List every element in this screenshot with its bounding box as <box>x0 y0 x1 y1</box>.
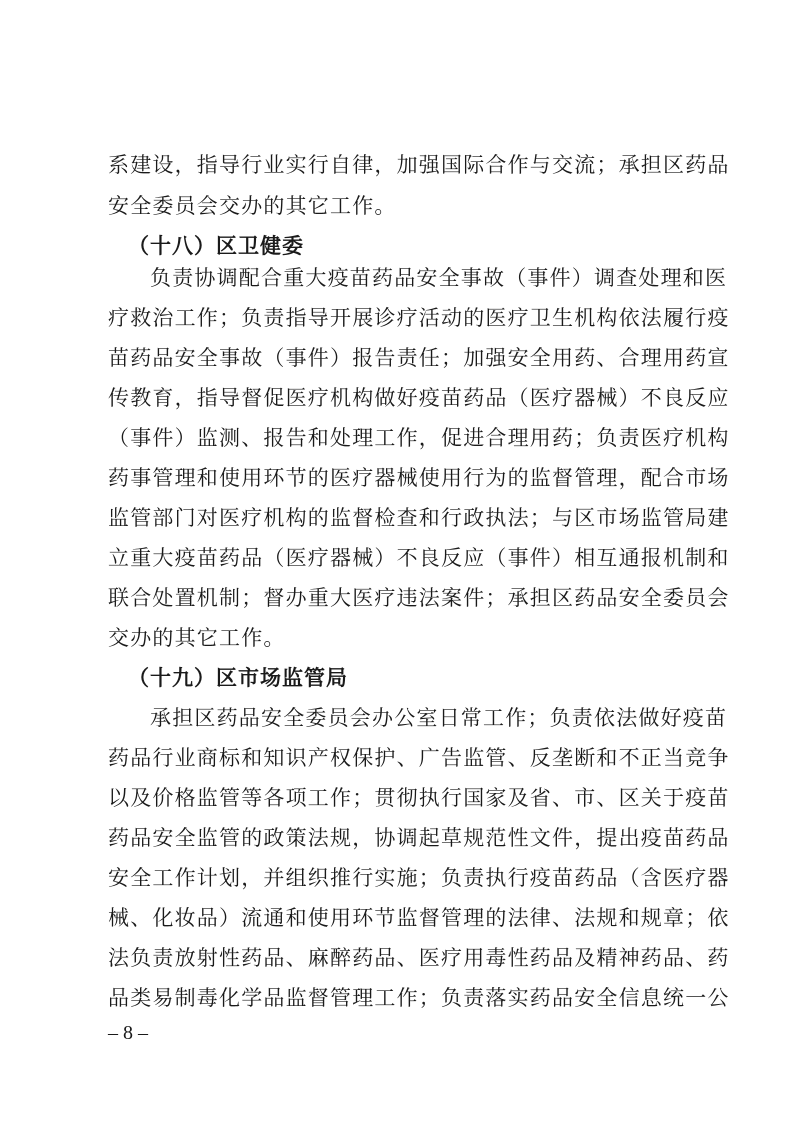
paragraph-line: 立重大疫苗药品（医疗器械）不良反应（事件）相互通报机制和 <box>108 546 730 570</box>
paragraph-line: 安全工作计划，并组织推行实施；负责执行疫苗药品（含医疗器 <box>108 866 730 890</box>
paragraph-line: 药事管理和使用环节的医疗器械使用行为的监督管理，配合市场 <box>108 466 730 490</box>
paragraph-line: 交办的其它工作。 <box>108 626 286 650</box>
paragraph-line: 苗药品安全事故（事件）报告责任；加强安全用药、合理用药宣 <box>108 346 730 370</box>
paragraph-line: 药品安全监管的政策法规，协调起草规范性文件，提出疫苗药品 <box>108 826 730 850</box>
paragraph-line: 系建设，指导行业实行自律，加强国际合作与交流；承担区药品 <box>108 153 730 177</box>
paragraph-line: 械、化妆品）流通和使用环节监督管理的法律、法规和规章；依 <box>108 906 730 930</box>
page-number: – 8 – <box>108 1022 148 1044</box>
section-heading: （十九）区市场监管局 <box>128 665 348 690</box>
paragraph-line: 承担区药品安全委员会办公室日常工作；负责依法做好疫苗 <box>150 706 728 730</box>
paragraph-line: 法负责放射性药品、麻醉药品、医疗用毒性药品及精神药品、药 <box>108 946 730 970</box>
paragraph-line: 传教育，指导督促医疗机构做好疫苗药品（医疗器械）不良反应 <box>108 386 730 410</box>
paragraph-line: 疗救治工作；负责指导开展诊疗活动的医疗卫生机构依法履行疫 <box>108 306 730 330</box>
paragraph-line: 负责协调配合重大疫苗药品安全事故（事件）调查处理和医 <box>150 266 728 290</box>
paragraph-line: （事件）监测、报告和处理工作，促进合理用药；负责医疗机构 <box>108 426 730 450</box>
paragraph-line: 以及价格监管等各项工作；贯彻执行国家及省、市、区关于疫苗 <box>108 786 730 810</box>
section-heading: （十八）区卫健委 <box>128 233 304 258</box>
paragraph-line: 联合处置机制；督办重大医疗违法案件；承担区药品安全委员会 <box>108 586 730 610</box>
paragraph-line: 药品行业商标和知识产权保护、广告监管、反垄断和不正当竞争 <box>108 746 730 770</box>
paragraph-line: 安全委员会交办的其它工作。 <box>108 194 397 218</box>
paragraph-line: 品类易制毒化学品监督管理工作；负责落实药品安全信息统一公 <box>108 986 730 1010</box>
paragraph-line: 监管部门对医疗机构的监督检查和行政执法；与区市场监管局建 <box>108 506 730 530</box>
